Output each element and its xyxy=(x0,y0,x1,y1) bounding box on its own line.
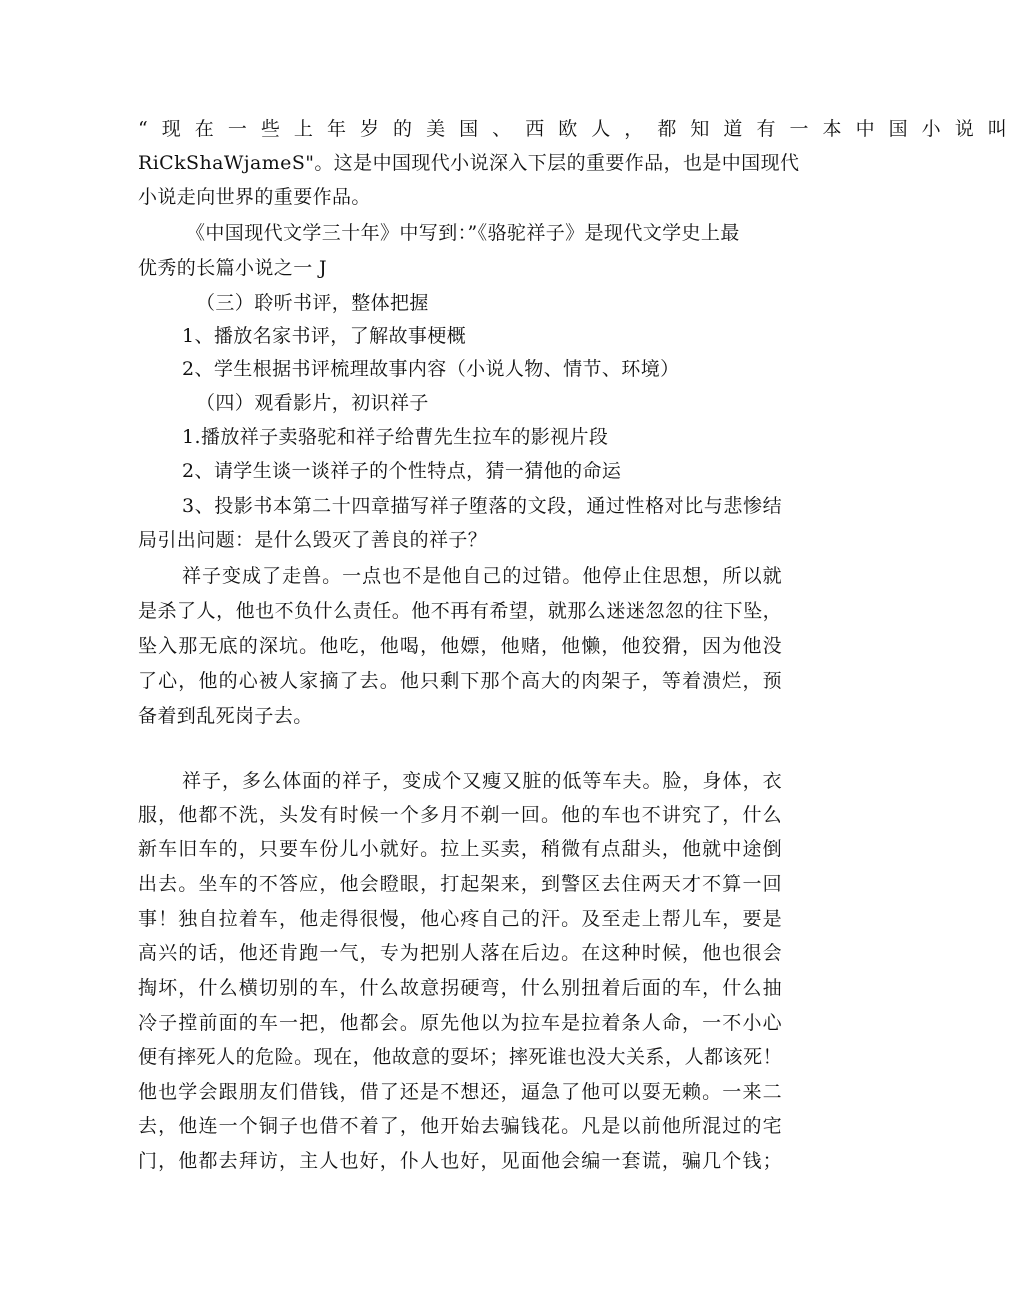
section-3-item-2: 2、学生根据书评梳理故事内容（小说人物、情节、环境） xyxy=(182,358,680,380)
excerpt-2-line-7: 掏坏，什么横切别的车，什么故意拐硬弯，什么别扭着后面的车，什么抽 xyxy=(138,977,782,999)
intro-line-3: 小说走向世界的重要作品。 xyxy=(138,186,371,208)
excerpt-2-line-11: 去，他连一个铜子也借不着了，他开始去骗钱花。凡是以前他所混过的宅 xyxy=(138,1115,782,1137)
citation-line-2: 优秀的长篇小说之一 J xyxy=(138,257,328,279)
intro-line-1: “ 现 在 一 些 上 年 岁 的 美 国 、 西 欧 人 ， 都 知 道 有 一 本 中 国 小 说 叫 xyxy=(138,118,1011,140)
excerpt-1-line-5: 备着到乱死岗子去。 xyxy=(138,705,313,727)
excerpt-1-line-3: 坠入那无底的深坑。他吃，他喝，他嫖，他赌，他懒，他狡猾，因为他没 xyxy=(138,635,782,657)
excerpt-2-line-6: 高兴的话，他还肯跑一气，专为把别人落在后边。在这种时候，他也很会 xyxy=(138,942,782,964)
section-3-item-1: 1、播放名家书评，了解故事梗概 xyxy=(182,325,467,347)
excerpt-2-line-3: 新车旧车的，只要车份儿小就好。拉上买卖，稍微有点甜头，他就中途倒 xyxy=(138,838,782,860)
section-4-heading: （四）观看影片，初识祥子 xyxy=(196,392,429,414)
excerpt-2-line-1: 祥子，多么体面的祥子，变成个又瘦又脏的低等车夫。脸，身体，衣 xyxy=(182,770,782,792)
excerpt-2-line-12: 门，他都去拜访，主人也好，仆人也好，见面他会编一套谎，骗几个钱； xyxy=(138,1150,782,1172)
excerpt-1-line-4: 了心，他的心被人家摘了去。他只剩下那个高大的肉架子，等着溃烂，预 xyxy=(138,670,782,692)
section-4-item-3-cont: 局引出问题：是什么毁灭了善良的祥子？ xyxy=(138,529,488,551)
section-4-item-3: 3、投影书本第二十四章描写祥子堕落的文段，通过性格对比与悲惨结 xyxy=(182,495,782,517)
section-4-item-1: 1.播放祥子卖骆驼和祥子给曹先生拉车的影视片段 xyxy=(182,426,609,448)
intro-line-2: RiCkShaWjameS"。这是中国现代小说深入下层的重要作品，也是中国现代 xyxy=(138,152,800,174)
excerpt-2-line-10: 他也学会跟朋友们借钱，借了还是不想还，逼急了他可以耍无赖。一来二 xyxy=(138,1081,782,1103)
excerpt-2-line-9: 便有摔死人的危险。现在，他故意的耍坏；摔死谁也没大关系，人都该死！ xyxy=(138,1046,782,1068)
excerpt-1-line-2: 是杀了人，他也不负什么责任。他不再有希望，就那么迷迷忽忽的往下坠， xyxy=(138,600,782,622)
section-3-heading: （三）聆听书评，整体把握 xyxy=(196,292,429,314)
excerpt-2-line-4: 出去。坐车的不答应，他会瞪眼，打起架来，到警区去住两天才不算一回 xyxy=(138,873,782,895)
excerpt-2-line-8: 冷子摚前面的车一把，他都会。原先他以为拉车是拉着条人命，一不小心 xyxy=(138,1012,782,1034)
excerpt-2-line-5: 事！独自拉着车，他走得很慢，他心疼自己的汗。及至走上帮儿车，要是 xyxy=(138,908,782,930)
section-4-item-2: 2、请学生谈一谈祥子的个性特点，猜一猜他的命运 xyxy=(182,460,622,482)
excerpt-1-line-1: 祥子变成了走兽。一点也不是他自己的过错。他停止住思想，所以就 xyxy=(182,565,782,587)
excerpt-2-line-2: 服，他都不洗，头发有时候一个多月不剃一回。他的车也不讲究了，什么 xyxy=(138,804,782,826)
citation-line-1: 《中国现代文学三十年》中写到：”《骆驼祥子》是现代文学史上最 xyxy=(186,222,740,244)
